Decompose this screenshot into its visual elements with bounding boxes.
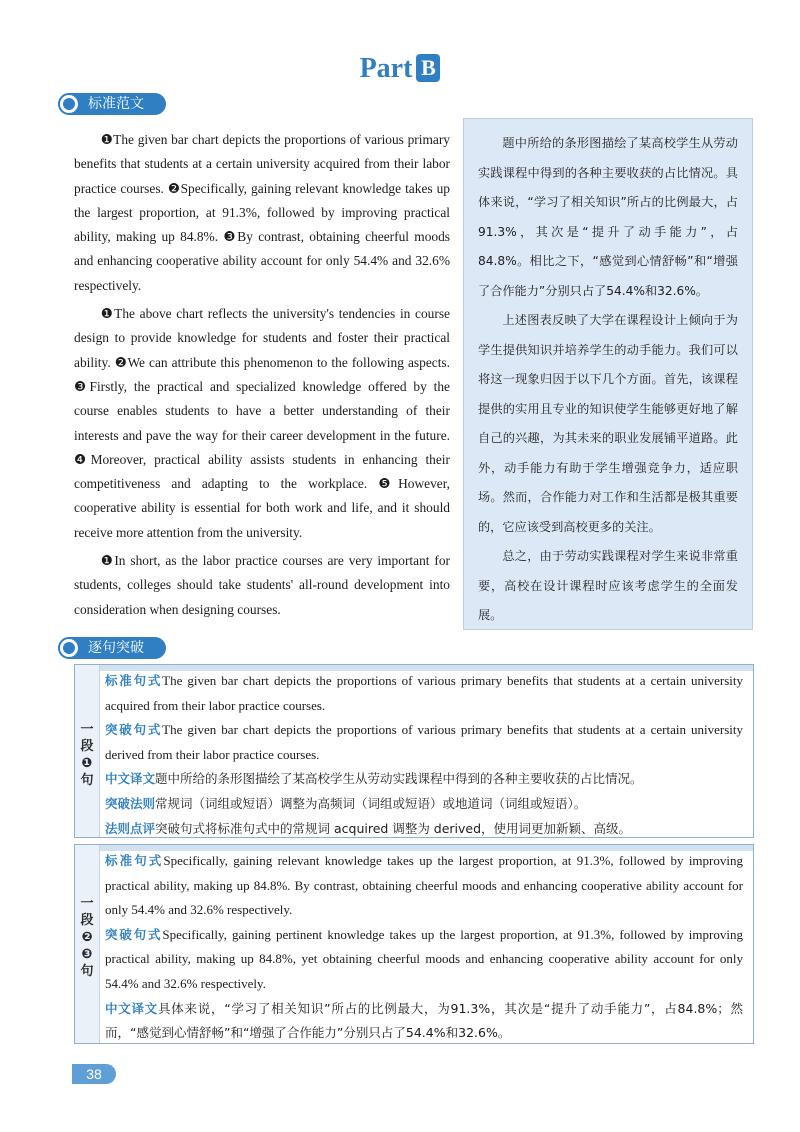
english-paragraph-3: ❶In short, as the labor practice courses are very important for students, colleges should take students' all-round development into consideration when designing courses. (74, 553, 450, 617)
block-rows (105, 849, 743, 1046)
block-side-char: ❸ (81, 947, 93, 962)
block-side-char: 段 (80, 739, 94, 754)
row-breakthrough (105, 923, 743, 997)
row-text: 突破句式将标准句式中的常规词 acquired 调整为 derived，使用词更加新颖、高级。 (155, 820, 632, 836)
section-header-model-essay (58, 92, 166, 116)
row-breakthrough (105, 718, 743, 767)
block-side-char: ❶ (81, 756, 93, 771)
page-number: 38 (72, 1064, 116, 1084)
row-tag: 突破句式 (105, 722, 163, 738)
row-tag: 标准句式 (105, 853, 164, 868)
english-paragraph-2: ❶The above chart reflects the university's tendencies in course design to provide knowledge for students and foster their practical ability. ❷We can attribute this phenomenon to the following aspects. ❸Firstly, the practical and specialized knowledge offered by the course enables students to have a better understanding of their interests and pave the way for their career development in the future. ❹Moreover, practical ability assists students in enhancing their competitiveness and adapting to the workplace. ❺However, cooperative ability is essential for both work and life, and it should receive more attention from the university. (74, 306, 450, 540)
part-label: Part (359, 53, 413, 84)
row-standard (105, 669, 743, 718)
block-side-char: 段 (80, 913, 94, 928)
row-text: The given bar chart depicts the proportions of various primary benefits that students at a certain university derived from their labor practice courses. (105, 722, 743, 762)
row-translation (105, 997, 743, 1046)
block-rows (105, 669, 743, 841)
english-paragraph-1: ❶The given bar chart depicts the proportions of various primary benefits that students at a certain university acquired from their labor practice courses. ❷Specifically, gaining relevant knowledge takes up the largest proportion, at 91.3%, followed by improving practical ability, making up 84.8%. ❸By contrast, obtaining cheerful moods and enhancing cooperative ability account for only 54.4% and 32.6% respectively. (74, 132, 450, 293)
chinese-paragraph-2: 上述图表反映了大学在课程设计上倾向于为学生提供知识并培养学生的动手能力。我们可以将这一现象归因于以下几个方面。首先，该课程提供的实用且专业的知识使学生能够更好地了解自己的兴趣，为其未来的职业发展铺平道路。此外，动手能力有助于学生增强竞争力，适应职场。然而，合作能力对工作和生活都是极其重要的，它应该受到高校更多的关注。 (478, 313, 738, 534)
block-side-char: 句 (80, 964, 94, 979)
row-tag: 法则点评 (105, 820, 156, 836)
row-tag: 突破法则 (105, 795, 156, 811)
section-header-sentence-breakthrough (58, 636, 166, 660)
block-side-char: 一 (80, 896, 94, 911)
block-side-char: 一 (80, 722, 94, 737)
row-text: 具体来说，“学习了相关知识”所占的比例最大，为91.3%，其次是“提升了动手能力”，占84.8%；然而，“感觉到心情舒畅”和“增强了合作能力”分别只占了54.4%和32.6%。 (105, 1000, 743, 1041)
section-label: 标准范文 (70, 93, 166, 115)
bullet-circle-icon (58, 637, 80, 659)
row-text: Specifically, gaining relevant knowledge takes up the largest proportion, at 91.3%, followed by improving practical ability, making up 84.8%. By contrast, obtaining cheerful moods and enhancing cooperative ability account for only 54.4% and 32.6% respectively. (105, 853, 743, 918)
row-tag: 突破句式 (105, 926, 163, 942)
row-text: 题中所给的条形图描绘了某高校学生从劳动实践课程中得到的各种主要收获的占比情况。 (155, 771, 643, 787)
row-text: Specifically, gaining pertinent knowledge takes up the largest proportion, at 91.3%, followed by improving practical ability, making up 84.8%, yet obtaining cheerful moods and enhancing cooperative ability account for only 54.4% and 32.6% respectively. (105, 926, 743, 991)
row-text: 常规词（词组或短语）调整为高频词（词组或短语）或地道词（词组或短语）。 (155, 795, 587, 811)
block-side-char: 句 (80, 773, 94, 788)
chinese-paragraph-3: 总之，由于劳动实践课程对学生来说非常重要，高校在设计课程时应该考虑学生的全面发展。 (478, 549, 738, 622)
sentence-block-2 (74, 844, 754, 1044)
chinese-translation-box (463, 118, 753, 630)
chinese-paragraph-1: 题中所给的条形图描绘了某高校学生从劳动实践课程中得到的各种主要收获的占比情况。具体来说，“学习了相关知识”所占的比例最大，占91.3%，其次是“提升了动手能力”，占84.8%。相比之下，“感觉到心情舒畅”和“增强了合作能力”分别只占了54.4%和32.6%。 (478, 136, 738, 298)
row-rule (105, 792, 743, 817)
row-translation (105, 767, 743, 792)
row-tag: 中文译文 (105, 771, 156, 787)
section-label: 逐句突破 (70, 637, 166, 659)
sentence-block-1 (74, 664, 754, 838)
row-tag: 标准句式 (105, 673, 163, 688)
row-standard (105, 849, 743, 923)
row-comment (105, 817, 743, 842)
part-letter-badge: B (416, 54, 440, 82)
bullet-circle-icon (58, 93, 80, 115)
row-tag: 中文译文 (105, 1000, 158, 1016)
block-side-char: ❷ (81, 930, 93, 945)
english-essay (74, 128, 450, 626)
row-text: The given bar chart depicts the proportions of various primary benefits that students at a certain university acquired from their labor practice courses. (105, 673, 743, 713)
page-title (0, 52, 800, 86)
